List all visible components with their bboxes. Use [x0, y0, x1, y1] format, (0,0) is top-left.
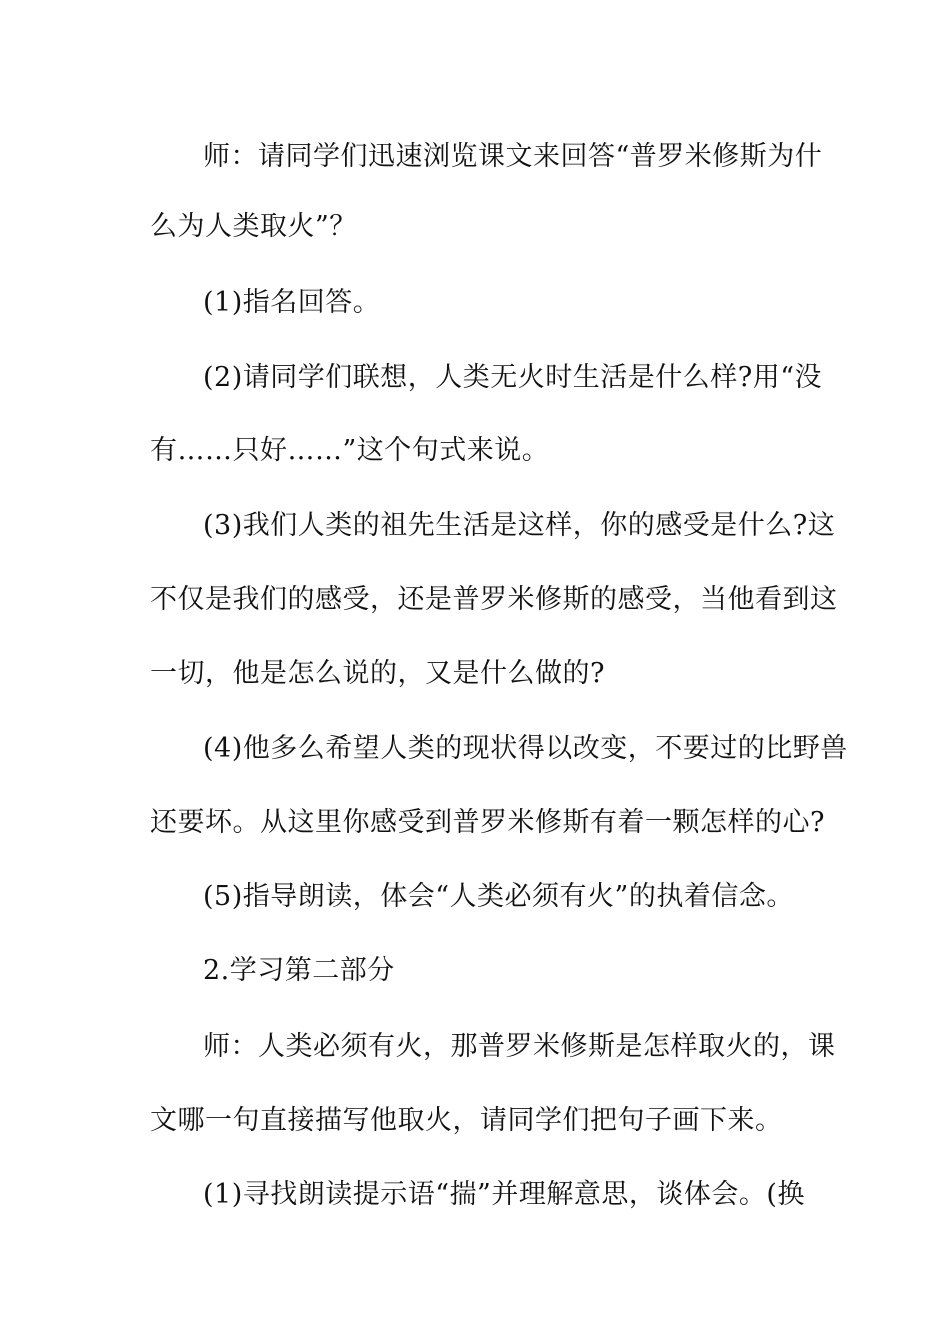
- paragraph-line: 有……只好……”这个句式来说。: [150, 435, 550, 466]
- paragraph-line: 师：人类必须有火，那普罗米修斯是怎样取火的，课: [203, 1031, 836, 1062]
- paragraph-line: (1)寻找朗读提示语“揣”并理解意思，谈体会。(换: [203, 1179, 805, 1210]
- paragraph-line: 么为人类取火”？: [150, 211, 357, 242]
- paragraph-line: (1)指名回答。: [203, 287, 381, 318]
- paragraph-line: 还要坏。从这里你感受到普罗米修斯有着一颗怎样的心?: [150, 807, 825, 838]
- paragraph-line: 师：请同学们迅速浏览课文来回答“普罗米修斯为什: [203, 141, 823, 172]
- paragraph-line: (2)请同学们联想，人类无火时生活是什么样?用“没: [203, 362, 823, 393]
- paragraph-line: (3)我们人类的祖先生活是这样，你的感受是什么?这: [203, 510, 836, 541]
- section-heading: 2.学习第二部分: [203, 955, 395, 986]
- paragraph-line: (5)指导朗读，体会“人类必须有火”的执着信念。: [203, 881, 794, 912]
- paragraph-line: 不仅是我们的感受，还是普罗米修斯的感受，当他看到这: [150, 584, 838, 615]
- paragraph-line: (4)他多么希望人类的现状得以改变，不要过的比野兽: [203, 733, 848, 764]
- paragraph-line: 文哪一句直接描写他取火，请同学们把句子画下来。: [150, 1105, 783, 1136]
- paragraph-line: 一切，他是怎么说的，又是什么做的?: [150, 658, 605, 689]
